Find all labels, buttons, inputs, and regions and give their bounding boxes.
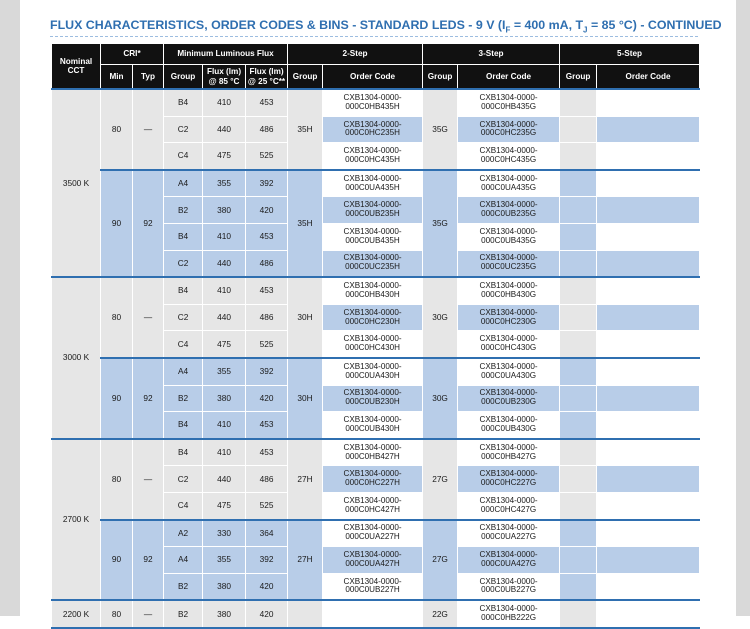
5-step-group-cell bbox=[560, 492, 597, 519]
5-step-group-cell bbox=[560, 412, 597, 439]
header-flux-85: Flux (lm) @ 85 °C bbox=[203, 65, 246, 90]
header-2-step-order-code: Order Code bbox=[323, 65, 423, 90]
cri-typ-cell: 92 bbox=[133, 358, 164, 439]
cri-typ-cell: — bbox=[133, 277, 164, 358]
flux-85-cell: 475 bbox=[203, 492, 246, 519]
flux-25-cell: 392 bbox=[246, 358, 288, 385]
2-step-order-code-cell: CXB1304-0000- 000C0HB427H bbox=[323, 439, 423, 466]
flux-group-cell: A4 bbox=[164, 358, 203, 385]
cri-typ-cell: — bbox=[133, 89, 164, 170]
5-step-group-cell bbox=[560, 304, 597, 331]
flux-85-cell: 475 bbox=[203, 143, 246, 170]
table-row bbox=[52, 358, 700, 385]
5-step-group-cell bbox=[560, 143, 597, 170]
3-step-order-code-cell: CXB1304-0000- 000C0UA227G bbox=[458, 520, 560, 547]
flux-25-cell: 453 bbox=[246, 412, 288, 439]
table-row bbox=[52, 439, 700, 466]
3-step-group-cell: 35G bbox=[423, 170, 458, 277]
flux-group-cell: B4 bbox=[164, 439, 203, 466]
header-cri: CRI* bbox=[101, 44, 164, 65]
flux-group-cell: B4 bbox=[164, 89, 203, 116]
3-step-order-code-cell: CXB1304-0000- 000C0UC235G bbox=[458, 250, 560, 277]
header-cri-min: Min bbox=[101, 65, 133, 90]
cri-typ-cell: — bbox=[133, 600, 164, 628]
flux-table bbox=[51, 43, 700, 629]
nominal-cct-cell: 3500 K bbox=[52, 89, 101, 277]
5-step-order-code-cell bbox=[597, 600, 700, 628]
3-step-group-cell: 27G bbox=[423, 439, 458, 520]
2-step-order-code-cell: CXB1304-0000- 000C0UB227H bbox=[323, 573, 423, 600]
flux-25-cell: 525 bbox=[246, 492, 288, 519]
5-step-group-cell bbox=[560, 547, 597, 574]
flux-85-cell: 355 bbox=[203, 547, 246, 574]
flux-group-cell: C4 bbox=[164, 492, 203, 519]
5-step-order-code-cell bbox=[597, 331, 700, 358]
5-step-group-cell bbox=[560, 277, 597, 304]
cri-min-cell: 90 bbox=[101, 520, 133, 601]
5-step-order-code-cell bbox=[597, 223, 700, 250]
3-step-order-code-cell: CXB1304-0000- 000C0HC435G bbox=[458, 143, 560, 170]
page-title: FLUX CHARACTERISTICS, ORDER CODES & BINS - STANDARD LEDS - 9 V ($I_F = 400$ mA, $T_J = 85$ °C) - CONTINUED bbox=[50, 18, 722, 35]
3-step-order-code-cell: CXB1304-0000- 000C0UB430G bbox=[458, 412, 560, 439]
2-step-order-code-cell: CXB1304-0000- 000C0HB430H bbox=[323, 277, 423, 304]
title-divider bbox=[50, 36, 698, 37]
5-step-order-code-cell bbox=[597, 466, 700, 493]
2-step-order-code-cell: CXB1304-0000- 000C0UB230H bbox=[323, 385, 423, 412]
cri-typ-cell: 92 bbox=[133, 520, 164, 601]
5-step-order-code-cell bbox=[597, 412, 700, 439]
5-step-group-cell bbox=[560, 116, 597, 143]
header-3-step: 3-Step bbox=[423, 44, 560, 65]
flux-group-cell: C4 bbox=[164, 143, 203, 170]
3-step-group-cell: 27G bbox=[423, 520, 458, 601]
header-cri-typ: Typ bbox=[133, 65, 164, 90]
3-step-order-code-cell: CXB1304-0000- 000C0UA435G bbox=[458, 170, 560, 197]
flux-85-cell: 410 bbox=[203, 223, 246, 250]
2-step-order-code-cell: CXB1304-0000- 000C0UA227H bbox=[323, 520, 423, 547]
5-step-order-code-cell bbox=[597, 385, 700, 412]
3-step-group-cell: 30G bbox=[423, 358, 458, 439]
nominal-cct-cell: 3000 K bbox=[52, 277, 101, 439]
flux-25-cell: 364 bbox=[246, 520, 288, 547]
flux-group-cell: C2 bbox=[164, 304, 203, 331]
flux-85-cell: 440 bbox=[203, 116, 246, 143]
3-step-order-code-cell: CXB1304-0000- 000C0HC430G bbox=[458, 331, 560, 358]
3-step-group-cell: 30G bbox=[423, 277, 458, 358]
nominal-cct-cell: 2700 K bbox=[52, 439, 101, 601]
2-step-group-cell: 27H bbox=[288, 439, 323, 520]
2-step-order-code-cell: CXB1304-0000- 000C0HC235H bbox=[323, 116, 423, 143]
flux-85-cell: 380 bbox=[203, 600, 246, 628]
flux-25-cell: 486 bbox=[246, 116, 288, 143]
flux-group-cell: B2 bbox=[164, 197, 203, 224]
3-step-order-code-cell: CXB1304-0000- 000C0UA427G bbox=[458, 547, 560, 574]
5-step-group-cell bbox=[560, 573, 597, 600]
5-step-group-cell bbox=[560, 89, 597, 116]
5-step-order-code-cell bbox=[597, 170, 700, 197]
5-step-group-cell bbox=[560, 223, 597, 250]
5-step-order-code-cell bbox=[597, 439, 700, 466]
flux-85-cell: 380 bbox=[203, 197, 246, 224]
flux-25-cell: 525 bbox=[246, 331, 288, 358]
flux-group-cell: B2 bbox=[164, 600, 203, 628]
cri-min-cell: 90 bbox=[101, 170, 133, 277]
flux-group-cell: A2 bbox=[164, 520, 203, 547]
3-step-group-cell: 22G bbox=[423, 600, 458, 628]
5-step-order-code-cell bbox=[597, 573, 700, 600]
header-3-step-group: Group bbox=[423, 65, 458, 90]
flux-85-cell: 440 bbox=[203, 466, 246, 493]
5-step-order-code-cell bbox=[597, 304, 700, 331]
5-step-order-code-cell bbox=[597, 547, 700, 574]
header-2-step: 2-Step bbox=[288, 44, 423, 65]
2-step-group-cell: 27H bbox=[288, 520, 323, 601]
2-step-order-code-cell: CXB1304-0000- 000C0HC435H bbox=[323, 143, 423, 170]
2-step-order-code-cell: CXB1304-0000- 000C0UA430H bbox=[323, 358, 423, 385]
5-step-group-cell bbox=[560, 250, 597, 277]
3-step-order-code-cell: CXB1304-0000- 000C0HC227G bbox=[458, 466, 560, 493]
flux-group-cell: B4 bbox=[164, 223, 203, 250]
flux-85-cell: 410 bbox=[203, 439, 246, 466]
3-step-order-code-cell: CXB1304-0000- 000C0UB435G bbox=[458, 223, 560, 250]
table-row bbox=[52, 89, 700, 116]
header-flux-25: Flux (lm) @ 25 °C** bbox=[246, 65, 288, 90]
2-step-group-cell bbox=[288, 600, 323, 628]
page-frame-right bbox=[736, 0, 750, 616]
header-2-step-group: Group bbox=[288, 65, 323, 90]
5-step-order-code-cell bbox=[597, 143, 700, 170]
5-step-order-code-cell bbox=[597, 197, 700, 224]
3-step-order-code-cell: CXB1304-0000- 000C0UB235G bbox=[458, 197, 560, 224]
flux-85-cell: 410 bbox=[203, 89, 246, 116]
flux-85-cell: 380 bbox=[203, 573, 246, 600]
flux-25-cell: 420 bbox=[246, 600, 288, 628]
5-step-order-code-cell bbox=[597, 116, 700, 143]
flux-25-cell: 453 bbox=[246, 439, 288, 466]
flux-group-cell: B2 bbox=[164, 573, 203, 600]
flux-25-cell: 392 bbox=[246, 170, 288, 197]
cri-min-cell: 80 bbox=[101, 89, 133, 170]
flux-25-cell: 453 bbox=[246, 223, 288, 250]
flux-25-cell: 486 bbox=[246, 250, 288, 277]
flux-25-cell: 420 bbox=[246, 197, 288, 224]
2-step-order-code-cell: CXB1304-0000- 000C0HC227H bbox=[323, 466, 423, 493]
cri-min-cell: 80 bbox=[101, 600, 133, 628]
2-step-group-cell: 35H bbox=[288, 89, 323, 170]
5-step-order-code-cell bbox=[597, 492, 700, 519]
3-step-order-code-cell: CXB1304-0000- 000C0UB230G bbox=[458, 385, 560, 412]
3-step-order-code-cell: CXB1304-0000- 000C0HC427G bbox=[458, 492, 560, 519]
5-step-group-cell bbox=[560, 358, 597, 385]
5-step-order-code-cell bbox=[597, 520, 700, 547]
2-step-order-code-cell bbox=[323, 600, 423, 628]
nominal-cct-cell: 2200 K bbox=[52, 600, 101, 628]
5-step-group-cell bbox=[560, 439, 597, 466]
2-step-group-cell: 35H bbox=[288, 170, 323, 277]
flux-group-cell: C4 bbox=[164, 331, 203, 358]
flux-25-cell: 453 bbox=[246, 277, 288, 304]
flux-group-cell: C2 bbox=[164, 116, 203, 143]
cri-min-cell: 80 bbox=[101, 439, 133, 520]
2-step-order-code-cell: CXB1304-0000- 000C0UA435H bbox=[323, 170, 423, 197]
3-step-order-code-cell: CXB1304-0000- 000C0HC230G bbox=[458, 304, 560, 331]
3-step-order-code-cell: CXB1304-0000- 000C0HB222G bbox=[458, 600, 560, 628]
2-step-order-code-cell: CXB1304-0000- 000C0UC235H bbox=[323, 250, 423, 277]
5-step-order-code-cell bbox=[597, 277, 700, 304]
flux-85-cell: 440 bbox=[203, 250, 246, 277]
2-step-group-cell: 30H bbox=[288, 358, 323, 439]
flux-group-cell: B4 bbox=[164, 412, 203, 439]
flux-85-cell: 355 bbox=[203, 170, 246, 197]
flux-25-cell: 486 bbox=[246, 466, 288, 493]
3-step-group-cell: 35G bbox=[423, 89, 458, 170]
2-step-order-code-cell: CXB1304-0000- 000C0UB235H bbox=[323, 197, 423, 224]
3-step-order-code-cell: CXB1304-0000- 000C0UB227G bbox=[458, 573, 560, 600]
5-step-order-code-cell bbox=[597, 89, 700, 116]
table-row bbox=[52, 520, 700, 547]
page-frame-left bbox=[0, 0, 20, 616]
flux-85-cell: 410 bbox=[203, 277, 246, 304]
2-step-group-cell: 30H bbox=[288, 277, 323, 358]
5-step-group-cell bbox=[560, 385, 597, 412]
3-step-order-code-cell: CXB1304-0000- 000C0UA430G bbox=[458, 358, 560, 385]
flux-25-cell: 392 bbox=[246, 547, 288, 574]
2-step-order-code-cell: CXB1304-0000- 000C0HC230H bbox=[323, 304, 423, 331]
header-5-step-order-code: Order Code bbox=[597, 65, 700, 90]
cri-typ-cell: — bbox=[133, 439, 164, 520]
header-5-step: 5-Step bbox=[560, 44, 700, 65]
5-step-order-code-cell bbox=[597, 250, 700, 277]
header-min-flux: Minimum Luminous Flux bbox=[164, 44, 288, 65]
table-row bbox=[52, 277, 700, 304]
3-step-order-code-cell: CXB1304-0000- 000C0HB435G bbox=[458, 89, 560, 116]
cri-min-cell: 90 bbox=[101, 358, 133, 439]
flux-85-cell: 475 bbox=[203, 331, 246, 358]
flux-25-cell: 486 bbox=[246, 304, 288, 331]
2-step-order-code-cell: CXB1304-0000- 000C0HB435H bbox=[323, 89, 423, 116]
flux-group-cell: C2 bbox=[164, 250, 203, 277]
flux-85-cell: 330 bbox=[203, 520, 246, 547]
5-step-group-cell bbox=[560, 331, 597, 358]
header-nominal-cct: Nominal CCT bbox=[52, 44, 101, 90]
flux-group-cell: A4 bbox=[164, 170, 203, 197]
2-step-order-code-cell: CXB1304-0000- 000C0HC427H bbox=[323, 492, 423, 519]
flux-group-cell: B2 bbox=[164, 385, 203, 412]
flux-25-cell: 525 bbox=[246, 143, 288, 170]
flux-85-cell: 440 bbox=[203, 304, 246, 331]
flux-25-cell: 420 bbox=[246, 573, 288, 600]
flux-25-cell: 453 bbox=[246, 89, 288, 116]
2-step-order-code-cell: CXB1304-0000- 000C0HC430H bbox=[323, 331, 423, 358]
flux-group-cell: B4 bbox=[164, 277, 203, 304]
3-step-order-code-cell: CXB1304-0000- 000C0HB427G bbox=[458, 439, 560, 466]
2-step-order-code-cell: CXB1304-0000- 000C0UA427H bbox=[323, 547, 423, 574]
table-row bbox=[52, 600, 700, 628]
2-step-order-code-cell: CXB1304-0000- 000C0UB435H bbox=[323, 223, 423, 250]
5-step-group-cell bbox=[560, 170, 597, 197]
table-body bbox=[52, 89, 700, 628]
5-step-group-cell bbox=[560, 600, 597, 628]
2-step-order-code-cell: CXB1304-0000- 000C0UB430H bbox=[323, 412, 423, 439]
header-flux-group: Group bbox=[164, 65, 203, 90]
header-3-step-order-code: Order Code bbox=[458, 65, 560, 90]
flux-85-cell: 380 bbox=[203, 385, 246, 412]
5-step-group-cell bbox=[560, 197, 597, 224]
flux-group-cell: A4 bbox=[164, 547, 203, 574]
cri-typ-cell: 92 bbox=[133, 170, 164, 277]
table-row bbox=[52, 170, 700, 197]
flux-85-cell: 355 bbox=[203, 358, 246, 385]
5-step-order-code-cell bbox=[597, 358, 700, 385]
3-step-order-code-cell: CXB1304-0000- 000C0HB430G bbox=[458, 277, 560, 304]
cri-min-cell: 80 bbox=[101, 277, 133, 358]
5-step-group-cell bbox=[560, 466, 597, 493]
3-step-order-code-cell: CXB1304-0000- 000C0HC235G bbox=[458, 116, 560, 143]
flux-group-cell: C2 bbox=[164, 466, 203, 493]
flux-25-cell: 420 bbox=[246, 385, 288, 412]
5-step-group-cell bbox=[560, 520, 597, 547]
flux-85-cell: 410 bbox=[203, 412, 246, 439]
header-5-step-group: Group bbox=[560, 65, 597, 90]
